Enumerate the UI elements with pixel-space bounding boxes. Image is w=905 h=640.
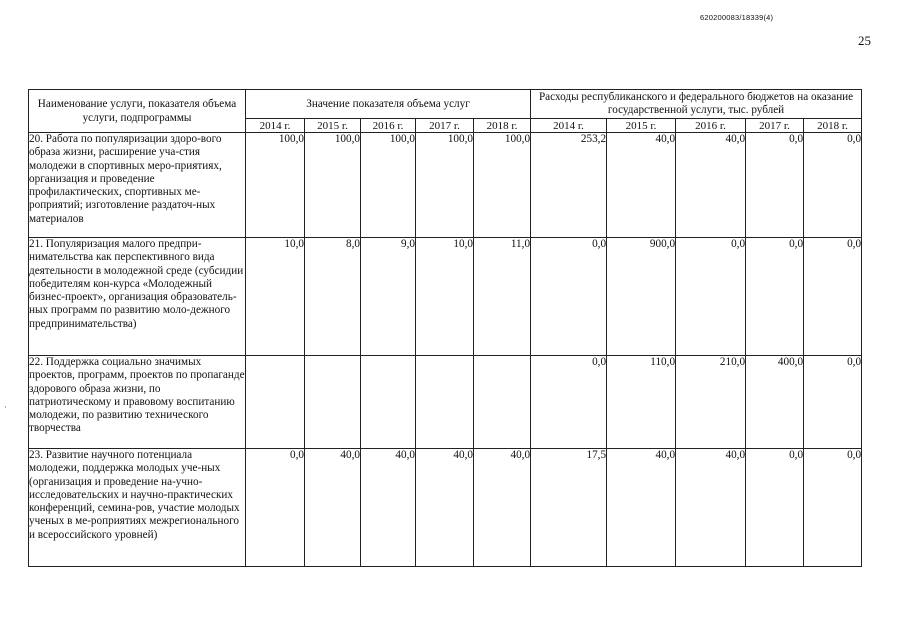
volume-value: 100,0: [361, 133, 416, 238]
volume-value: 8,0: [305, 238, 361, 356]
volume-value: [246, 356, 305, 449]
year-header: 2018 г.: [474, 119, 531, 133]
expense-value: 40,0: [607, 133, 676, 238]
page-number: 25: [858, 33, 871, 48]
volume-value: 100,0: [416, 133, 474, 238]
volume-value: 10,0: [246, 238, 305, 356]
services-table: [28, 89, 862, 567]
volume-value: [416, 356, 474, 449]
expense-value: 210,0: [676, 356, 746, 449]
table-row: [29, 133, 862, 238]
year-header: 2015 г.: [607, 119, 676, 133]
expense-value: 0,0: [804, 449, 862, 567]
expense-value: 0,0: [746, 449, 804, 567]
volume-value: 40,0: [361, 449, 416, 567]
volume-value: 0,0: [246, 449, 305, 567]
expense-value: 40,0: [676, 133, 746, 238]
table-row: [29, 449, 862, 567]
expense-value: 17,5: [531, 449, 607, 567]
service-name: 23. Развитие научного потенциала молодежи, поддержка молодых уче-ных (организация и проведение на-учно-исследовательских и научно-практических конференций, семина-ров, участие молодых ученых в ме-роприятиях межрегионального и всероссийского уровней): [29, 449, 246, 567]
volume-value: 9,0: [361, 238, 416, 356]
year-header: 2018 г.: [804, 119, 862, 133]
volume-value: 100,0: [246, 133, 305, 238]
year-header: 2015 г.: [305, 119, 361, 133]
expense-value: 253,2: [531, 133, 607, 238]
year-header: 2017 г.: [416, 119, 474, 133]
expense-value: 0,0: [676, 238, 746, 356]
volume-value: [361, 356, 416, 449]
margin-mark: ·: [4, 402, 7, 412]
expense-value: 40,0: [607, 449, 676, 567]
table-row: [29, 356, 862, 449]
year-header: 2014 г.: [246, 119, 305, 133]
column-header-name: Наименование услуги, показателя объема услуги, подпрограммы: [29, 90, 246, 133]
expense-value: 0,0: [804, 356, 862, 449]
expense-value: 0,0: [804, 238, 862, 356]
volume-value: 100,0: [474, 133, 531, 238]
expense-value: 40,0: [676, 449, 746, 567]
service-name: 20. Работа по популяризации здоро-вого образа жизни, расширение уча-стия молодежи в спортивных меро-приятиях, организация и проведение профилактических, спортивных ме-роприятий; изготовление раздаточ-ных материалов: [29, 133, 246, 238]
column-group-budget-expenses: Расходы республиканского и федерального бюджетов на оказание государственной услуги, тыс. рублей: [531, 90, 862, 119]
volume-value: 40,0: [474, 449, 531, 567]
expense-value: 0,0: [746, 133, 804, 238]
year-header: 2016 г.: [676, 119, 746, 133]
volume-value: 100,0: [305, 133, 361, 238]
document-code: 620200083/18339(4): [700, 13, 774, 22]
year-header: 2017 г.: [746, 119, 804, 133]
volume-value: [474, 356, 531, 449]
volume-value: [305, 356, 361, 449]
expense-value: 900,0: [607, 238, 676, 356]
volume-value: 10,0: [416, 238, 474, 356]
expense-value: 0,0: [746, 238, 804, 356]
year-header: 2016 г.: [361, 119, 416, 133]
expense-value: 400,0: [746, 356, 804, 449]
expense-value: 0,0: [531, 356, 607, 449]
year-header: 2014 г.: [531, 119, 607, 133]
volume-value: 40,0: [305, 449, 361, 567]
expense-value: 110,0: [607, 356, 676, 449]
column-group-volume-values: Значение показателя объема услуг: [246, 90, 531, 119]
table-row: [29, 238, 862, 356]
volume-value: 40,0: [416, 449, 474, 567]
volume-value: 11,0: [474, 238, 531, 356]
expense-value: 0,0: [804, 133, 862, 238]
service-name: 22. Поддержка социально значимых проектов, программ, проектов по пропаганде здорового образа жизни, по патриотическому и правовому воспитанию молодежи, по развитию технического творчества: [29, 356, 246, 449]
service-name: 21. Популяризация малого предпри-нимательства как перспективного вида деятельности в молодежной среде (субсидии победителям кон-курса «Молодежный бизнес-проект», организация образователь-ных программ по развитию моло-дежного предпринимательства): [29, 238, 246, 356]
expense-value: 0,0: [531, 238, 607, 356]
